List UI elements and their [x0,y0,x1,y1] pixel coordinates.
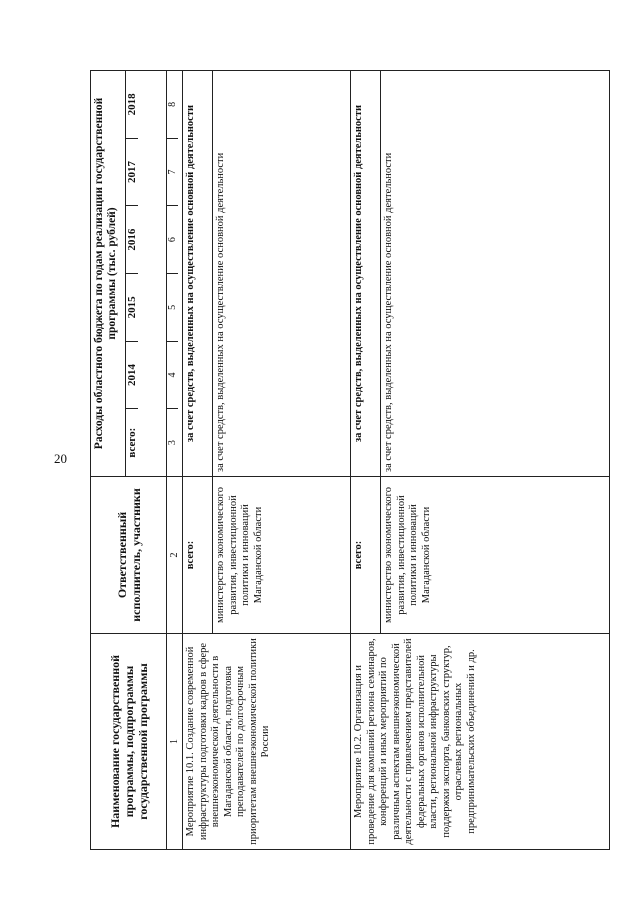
budget-table-rotated [90,70,610,850]
header-total: всего: [126,427,138,458]
header-financing [91,71,167,477]
measure-name: Мероприятие 10.1. Создание современной инфраструктуры подготовки кадров в сфере внешнеэкономической деятельности в Магаданской области, подготовка преподавателей по долгосрочным приоритетам внешнеэкономической политики России [183,634,351,850]
table-row [351,71,381,850]
colnum: 4 [167,342,178,410]
participant: министерство экономического развития, инвестиционной политики и инноваций Магаданской области [381,477,610,634]
budget-table [90,70,610,850]
participant: министерство экономического развития, инвестиционной политики и инноваций Магаданской области [213,477,351,634]
header-year: 2017 [126,139,138,207]
colnum: 7 [167,139,178,207]
header-years [125,71,138,476]
colnum: 1 [167,634,183,850]
total-label: всего: [183,477,213,634]
financing-source-total: за счет средств, выделенных на осуществление основной деятельности [351,71,381,477]
header-year: 2015 [126,274,138,342]
header-responsible: Ответственный исполнитель, участники [91,477,167,634]
colnum: 8 [167,71,178,139]
table-row [183,71,213,850]
total-label: всего: [351,477,381,634]
colnum: 3 [167,440,178,446]
table-header-row [91,71,167,850]
financing-source: за счет средств, выделенных на осуществление основной деятельности [213,71,351,477]
header-name: Наименование государственной программы, подпрограммы государственной программы [91,634,167,850]
colnum: 2 [167,477,183,634]
header-year: 2016 [126,206,138,274]
colnum: 5 [167,274,178,342]
header-year: 2018 [126,71,138,139]
financing-source-total: за счет средств, выделенных на осуществление основной деятельности [183,71,213,477]
page-number: 20 [54,451,67,466]
header-financing-title: Расходы областного бюджета по годам реализации государственной программы (тыс. рублей) [93,97,118,450]
colnum: 6 [167,206,178,274]
header-year: 2014 [126,342,138,410]
column-number-row [167,71,183,850]
colnum-financing [167,71,178,476]
measure-name: Мероприятие 10.2. Организация и проведение для компаний региона семинаров, конференций и иных мероприятий по различным аспектам внешнеэкономической деятельности с привлечением представителей федеральных органов исполнительной власти, региональной инфраструктуры поддержки экспорта, банковских структур, отраслевых региональных предпринимательских объединений и др. [351,634,610,850]
financing-source: за счет средств, выделенных на осуществление основной деятельности [381,71,610,477]
